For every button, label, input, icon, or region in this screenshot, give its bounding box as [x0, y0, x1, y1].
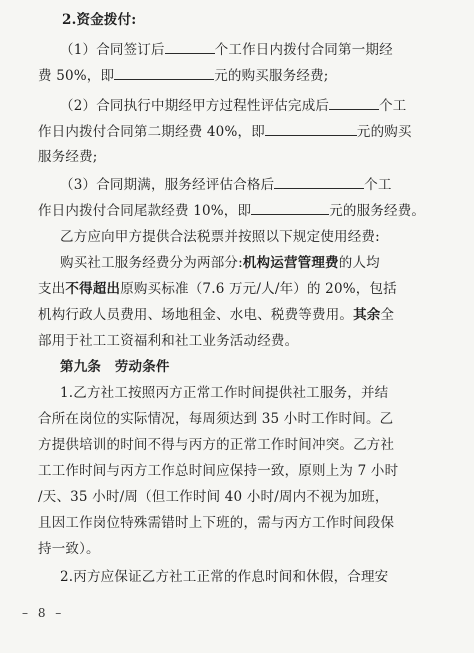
blank-days-3 [274, 175, 364, 189]
para2-line3: 服务经费; [38, 149, 98, 165]
para6-line6: 且因工作岗位特殊需错时上下班的，需与丙方工作时间段保 [38, 515, 395, 531]
para2-line1: （2）合同执行中期经甲方过程性评估完成后 个工 [60, 98, 407, 114]
para5-line4: 部用于社工工资福利和社工业务活动经费。 [38, 333, 299, 349]
page-number: – 8 – [22, 606, 65, 620]
para2-line2: 作日内拨付合同第二期经费 40%，即 元的购买 [38, 124, 412, 140]
para6-line1: 1.乙方社工按照丙方正常工作时间提供社工服务，并结 [60, 385, 389, 401]
para6-line7: 持一致）。 [38, 541, 100, 557]
para3-line1: （3）合同期满，服务经评估合格后 个工 [60, 177, 392, 193]
para5-line1: 购买社工服务经费分为两部分:机构运营管理费的人均 [60, 255, 380, 271]
blank-days-2 [329, 96, 379, 110]
article-title: 第九条 劳动条件 [60, 359, 170, 375]
para5-line3: 机构行政人员费用、场地租金、水电、税费等费用。其余全 [38, 307, 395, 323]
blank-amount-3 [251, 201, 329, 215]
blank-amount-1 [114, 66, 214, 80]
para5-line2: 支出不得超出原购买标准（7.6 万元/人/年）的 20%，包括 [38, 281, 397, 297]
para1-line1: （1）合同签订后 个工作日内拨付合同第一期经 [60, 42, 393, 58]
blank-amount-2 [265, 122, 357, 136]
para4: 乙方应向甲方提供合法税票并按照以下规定使用经费: [60, 229, 380, 245]
para1-line2: 费 50%，即 元的购买服务经费; [38, 68, 329, 84]
section-heading: 2.资金拨付: [62, 12, 137, 28]
para6-line2: 合所在岗位的实际情况，每周须达到 35 小时工作时间。乙 [38, 411, 394, 427]
para6-line4: 工工作时间与丙方工作总时间应保持一致，原则上为 7 小时 [38, 463, 399, 479]
para6-line3: 方提供培训的时间不得与丙方的正常工作时间冲突。乙方社 [38, 437, 395, 453]
para6-line5: /天、35 小时/周（但工作时间 40 小时/周内不视为加班， [38, 489, 389, 505]
para3-line2: 作日内拨付合同尾款经费 10%，即 元的服务经费。 [38, 203, 426, 219]
blank-days-1 [165, 40, 215, 54]
para7-line1: 2.丙方应保证乙方社工正常的作息时间和休假，合理安 [60, 569, 389, 585]
